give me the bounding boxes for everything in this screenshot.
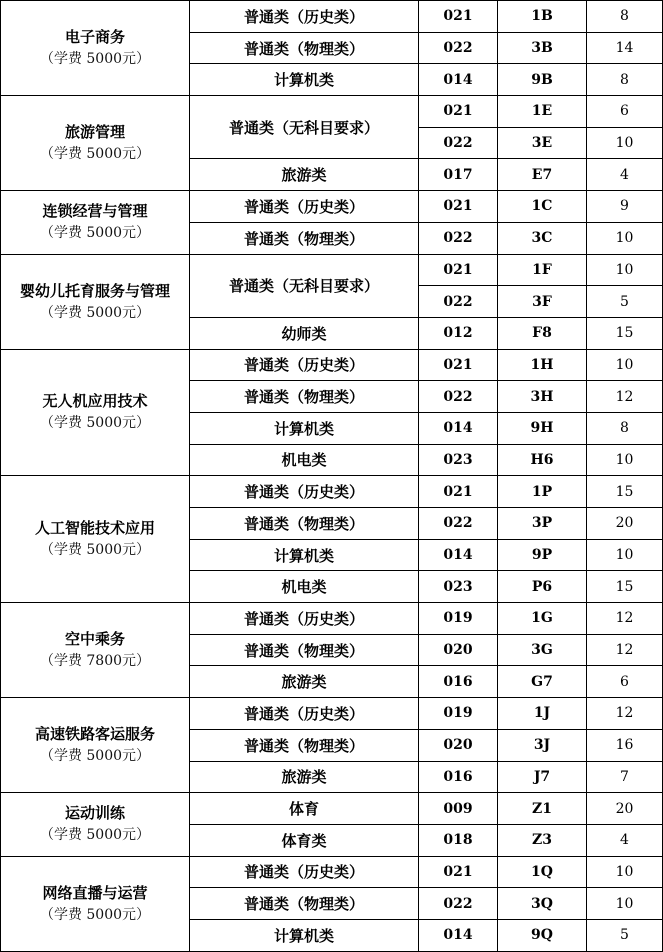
major-cell	[1, 1, 190, 96]
sub-code-cell: 3C	[498, 222, 587, 254]
table-row	[1, 254, 663, 286]
sub-code-cell: F8	[498, 317, 587, 349]
count-cell: 5	[587, 286, 663, 318]
table-body	[1, 1, 663, 952]
category-cell: 普通类（物理类）	[190, 381, 419, 413]
category-cell: 旅游类	[190, 159, 419, 191]
sub-code-cell: 1J	[498, 698, 587, 730]
sub-code-cell: 1B	[498, 1, 587, 33]
sub-code-cell: 1E	[498, 96, 587, 128]
sub-code-cell: 1C	[498, 191, 587, 223]
major-cell	[1, 191, 190, 254]
major-name: 人工智能技术应用	[34, 519, 155, 538]
major-cell	[1, 476, 190, 603]
major-name: 网络直播与运营	[42, 883, 148, 902]
count-cell: 10	[587, 444, 663, 476]
sub-code-cell: 9Q	[498, 919, 587, 951]
sub-code-cell: 3Q	[498, 888, 587, 920]
code-cell: 021	[419, 96, 498, 128]
sub-code-cell: E7	[498, 159, 587, 191]
major-name: 连锁经营与管理	[42, 202, 148, 221]
major-cell	[1, 96, 190, 191]
count-cell: 12	[587, 634, 663, 666]
count-cell: 8	[587, 1, 663, 33]
category-cell: 普通类（物理类）	[190, 32, 419, 64]
sub-code-cell: 1H	[498, 349, 587, 381]
count-cell: 15	[587, 476, 663, 508]
code-cell: 022	[419, 508, 498, 540]
sub-code-cell: H6	[498, 444, 587, 476]
category-cell: 旅游类	[190, 761, 419, 793]
count-cell: 15	[587, 317, 663, 349]
count-cell: 20	[587, 508, 663, 540]
sub-code-cell: 9B	[498, 64, 587, 96]
category-cell: 普通类（物理类）	[190, 729, 419, 761]
count-cell: 10	[587, 222, 663, 254]
major-fee: （学费 5000元）	[39, 51, 151, 68]
category-cell: 普通类（历史类）	[190, 698, 419, 730]
sub-code-cell: 9H	[498, 412, 587, 444]
major-name: 旅游管理	[64, 123, 125, 142]
count-cell: 10	[587, 254, 663, 286]
category-cell: 普通类（物理类）	[190, 634, 419, 666]
sub-code-cell: 1F	[498, 254, 587, 286]
code-cell: 023	[419, 444, 498, 476]
table-row	[1, 698, 663, 730]
code-cell: 020	[419, 729, 498, 761]
category-cell: 普通类（历史类）	[190, 1, 419, 33]
category-cell: 计算机类	[190, 539, 419, 571]
table-row	[1, 349, 663, 381]
category-cell: 计算机类	[190, 919, 419, 951]
code-cell: 017	[419, 159, 498, 191]
count-cell: 6	[587, 96, 663, 128]
major-cell	[1, 603, 190, 698]
category-cell: 普通类（无科目要求）	[190, 254, 419, 317]
code-cell: 023	[419, 571, 498, 603]
major-name: 空中乘务	[64, 630, 125, 649]
count-cell: 9	[587, 191, 663, 223]
major-fee: （学费 5000元）	[39, 827, 151, 844]
major-fee: （学费 5000元）	[39, 542, 151, 559]
count-cell: 10	[587, 539, 663, 571]
code-cell: 016	[419, 761, 498, 793]
category-cell: 普通类（历史类）	[190, 856, 419, 888]
code-cell: 021	[419, 191, 498, 223]
count-cell: 8	[587, 412, 663, 444]
category-cell: 计算机类	[190, 412, 419, 444]
code-cell: 014	[419, 539, 498, 571]
category-cell: 机电类	[190, 571, 419, 603]
count-cell: 20	[587, 793, 663, 825]
category-cell: 普通类（历史类）	[190, 349, 419, 381]
major-fee: （学费 5000元）	[39, 748, 151, 765]
count-cell: 12	[587, 381, 663, 413]
code-cell: 020	[419, 634, 498, 666]
major-fee: （学费 5000元）	[39, 146, 151, 163]
sub-code-cell: 3F	[498, 286, 587, 318]
count-cell: 14	[587, 32, 663, 64]
code-cell: 014	[419, 919, 498, 951]
code-cell: 009	[419, 793, 498, 825]
count-cell: 10	[587, 856, 663, 888]
major-cell	[1, 349, 190, 476]
count-cell: 10	[587, 349, 663, 381]
sub-code-cell: G7	[498, 666, 587, 698]
category-cell: 体育	[190, 793, 419, 825]
major-name: 无人机应用技术	[42, 392, 148, 411]
code-cell: 022	[419, 222, 498, 254]
category-cell: 普通类（物理类）	[190, 508, 419, 540]
sub-code-cell: 1Q	[498, 856, 587, 888]
code-cell: 022	[419, 32, 498, 64]
major-name: 高速铁路客运服务	[34, 725, 155, 744]
table-row	[1, 476, 663, 508]
code-cell: 014	[419, 412, 498, 444]
category-cell: 普通类（历史类）	[190, 476, 419, 508]
sub-code-cell: 3P	[498, 508, 587, 540]
major-name: 电子商务	[64, 28, 125, 47]
major-fee: （学费 5000元）	[39, 415, 151, 432]
sub-code-cell: 3B	[498, 32, 587, 64]
code-cell: 016	[419, 666, 498, 698]
category-cell: 机电类	[190, 444, 419, 476]
code-cell: 022	[419, 127, 498, 159]
category-cell: 普通类（物理类）	[190, 222, 419, 254]
count-cell: 12	[587, 698, 663, 730]
count-cell: 4	[587, 159, 663, 191]
code-cell: 019	[419, 698, 498, 730]
sub-code-cell: 1G	[498, 603, 587, 635]
sub-code-cell: Z1	[498, 793, 587, 825]
count-cell: 7	[587, 761, 663, 793]
category-cell: 普通类（历史类）	[190, 191, 419, 223]
count-cell: 4	[587, 824, 663, 856]
code-cell: 022	[419, 286, 498, 318]
sub-code-cell: 3H	[498, 381, 587, 413]
table-row	[1, 856, 663, 888]
table-row	[1, 96, 663, 128]
code-cell: 021	[419, 254, 498, 286]
count-cell: 16	[587, 729, 663, 761]
category-cell: 普通类（无科目要求）	[190, 96, 419, 159]
count-cell: 10	[587, 888, 663, 920]
count-cell: 6	[587, 666, 663, 698]
major-cell	[1, 793, 190, 856]
sub-code-cell: 3E	[498, 127, 587, 159]
table-row	[1, 191, 663, 223]
major-fee: （学费 5000元）	[39, 906, 151, 923]
major-name: 运动训练	[64, 804, 125, 823]
count-cell: 8	[587, 64, 663, 96]
code-cell: 021	[419, 476, 498, 508]
category-cell: 普通类（物理类）	[190, 888, 419, 920]
sub-code-cell: 9P	[498, 539, 587, 571]
major-fee: （学费 5000元）	[39, 225, 151, 242]
category-cell: 计算机类	[190, 64, 419, 96]
major-cell	[1, 856, 190, 951]
sub-code-cell: Z3	[498, 824, 587, 856]
code-cell: 022	[419, 381, 498, 413]
code-cell: 018	[419, 824, 498, 856]
sub-code-cell: 1P	[498, 476, 587, 508]
code-cell: 021	[419, 1, 498, 33]
category-cell: 旅游类	[190, 666, 419, 698]
major-fee: （学费 5000元）	[39, 304, 151, 321]
code-cell: 021	[419, 856, 498, 888]
code-cell: 014	[419, 64, 498, 96]
count-cell: 5	[587, 919, 663, 951]
major-cell	[1, 698, 190, 793]
table-row	[1, 793, 663, 825]
table-row	[1, 603, 663, 635]
table-row	[1, 1, 663, 33]
code-cell: 022	[419, 888, 498, 920]
sub-code-cell: 3J	[498, 729, 587, 761]
count-cell: 15	[587, 571, 663, 603]
sub-code-cell: J7	[498, 761, 587, 793]
code-cell: 019	[419, 603, 498, 635]
code-cell: 012	[419, 317, 498, 349]
count-cell: 12	[587, 603, 663, 635]
code-cell: 021	[419, 349, 498, 381]
category-cell: 普通类（历史类）	[190, 603, 419, 635]
sub-code-cell: P6	[498, 571, 587, 603]
count-cell: 10	[587, 127, 663, 159]
category-cell: 体育类	[190, 824, 419, 856]
major-name: 婴幼儿托育服务与管理	[19, 281, 170, 300]
category-cell: 幼师类	[190, 317, 419, 349]
major-fee: （学费 7800元）	[39, 653, 151, 670]
sub-code-cell: 3G	[498, 634, 587, 666]
major-cell	[1, 254, 190, 349]
